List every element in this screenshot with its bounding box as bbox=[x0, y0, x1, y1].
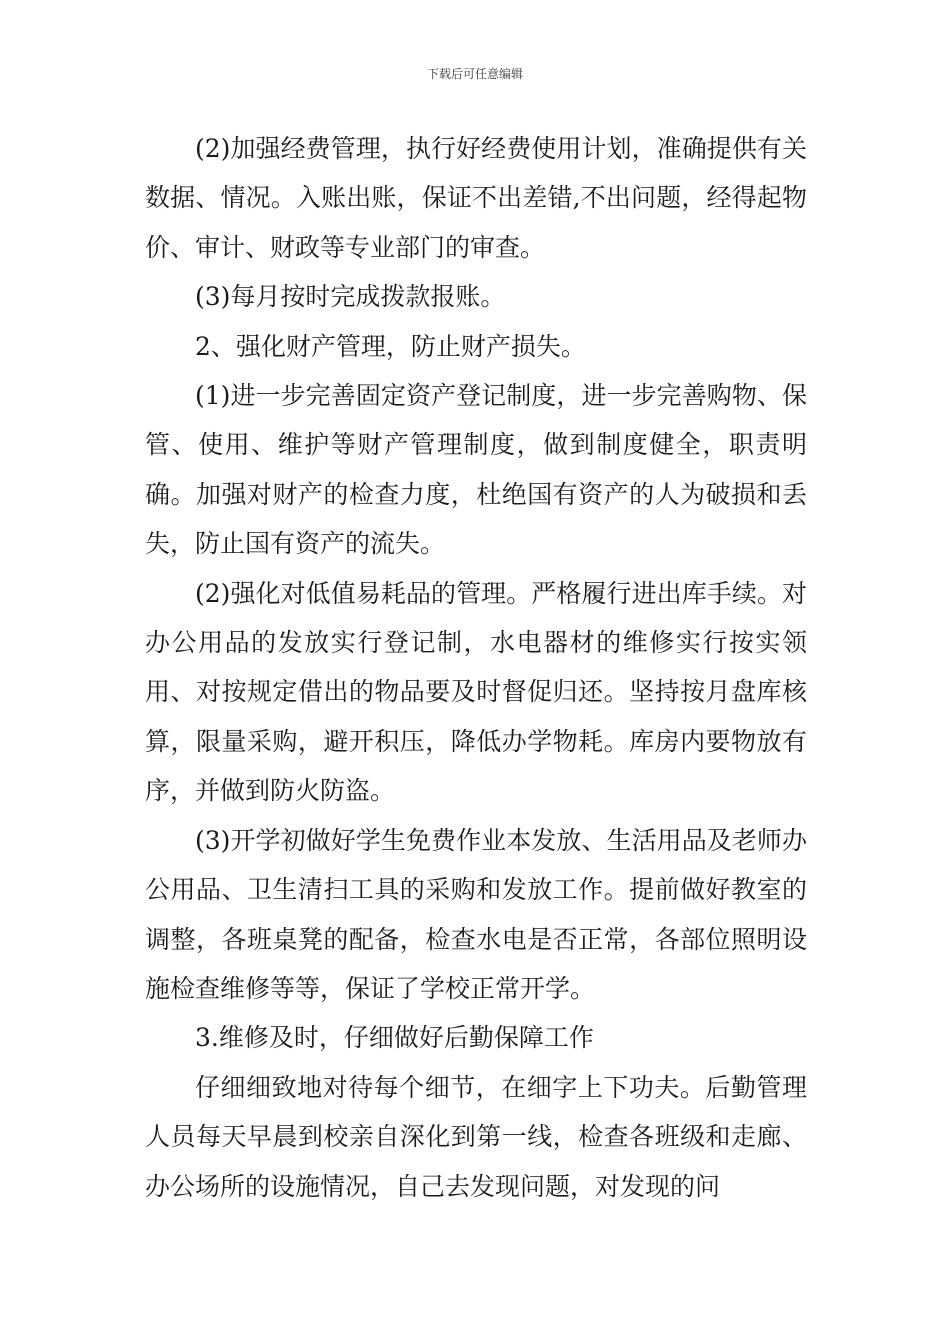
paragraph-4: (1)进一步完善固定资产登记制度，进一步完善购物、保管、使用、维护等财产管理制度，做到制度健全，职责明确。加强对财产的检查力度，杜绝国有资产的人为破损和丢失，防止国有资产的流失。 bbox=[145, 381, 807, 559]
paragraph-3: 2、强化财产管理，防止财产损失。 bbox=[195, 331, 586, 361]
paragraph-2: (3)每月按时完成拨款报账。 bbox=[195, 282, 506, 312]
document-body bbox=[145, 124, 807, 1211]
paragraph-8: 仔细细致地对待每个细节，在细字上下功夫。后勤管理人员每天早晨到校亲自深化到第一线，检查各班级和走廊、办公场所的设施情况，自己去发现问题，对发现的问 bbox=[145, 1072, 807, 1201]
page-header-note: 下载后可任意编辑 bbox=[426, 67, 523, 81]
paragraph-6: (3)开学初做好学生免费作业本发放、生活用品及老师办公用品、卫生清扫工具的采购和发放工作。提前做好教室的调整，各班桌凳的配备，检查水电是否正常，各部位照明设施检查维修等等，保证了学校正常开学。 bbox=[145, 825, 807, 1003]
paragraph-7: 3.维修及时，仔细做好后勤保障工作 bbox=[195, 1023, 594, 1053]
paragraph-1: (2)加强经费管理，执行好经费使用计划，准确提供有关数据、情况。入账出账，保证不出差错,不出问题，经得起物价、审计、财政等专业部门的审查。 bbox=[145, 134, 807, 262]
paragraph-5: (2)强化对低值易耗品的管理。严格履行进出库手续。对办公用品的发放实行登记制，水电器材的维修实行按实领用、对按规定借出的物品要及时督促归还。坚持按月盘库核算，限量采购，避开积压，降低办学物耗。库房内要物放有序，并做到防火防盗。 bbox=[145, 578, 807, 806]
